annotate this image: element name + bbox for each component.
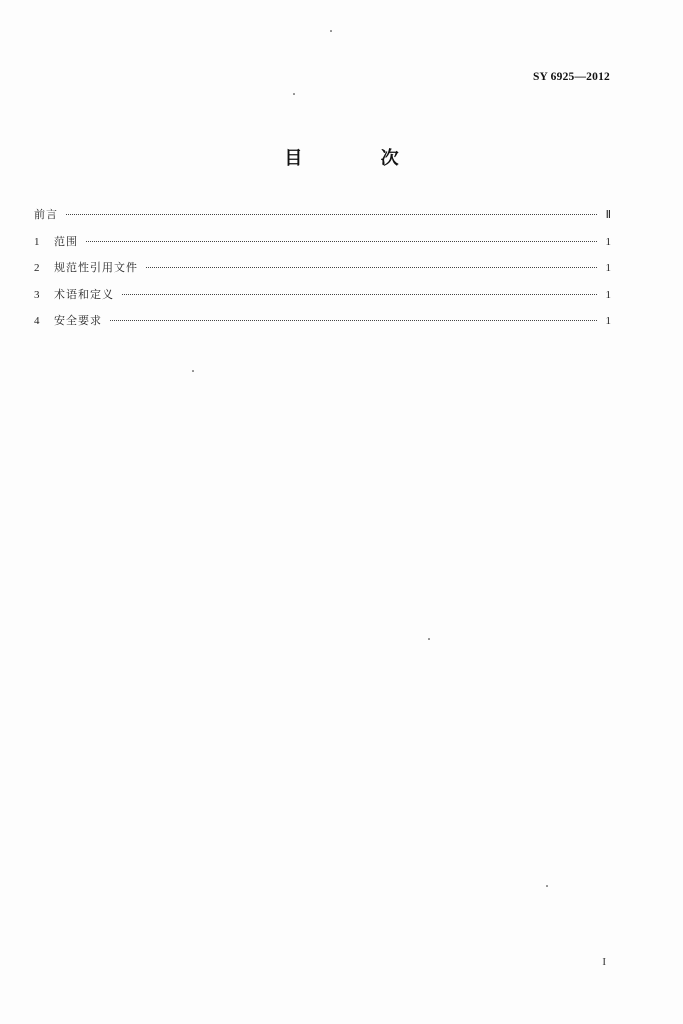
toc-leader-dots xyxy=(110,320,597,321)
toc-entry-page: 1 xyxy=(605,235,611,248)
toc-entry-page: 1 xyxy=(605,315,611,327)
standard-code: SY 6925—2012 xyxy=(532,71,610,83)
toc-entry-terms-definitions[interactable] xyxy=(34,286,611,313)
toc-leader-dots xyxy=(66,214,597,215)
toc-entry-page: 1 xyxy=(605,262,611,274)
scan-speck xyxy=(330,30,332,32)
scan-speck xyxy=(428,638,430,640)
toc-entry-label: 安全要求 xyxy=(54,314,102,327)
toc-leader-dots xyxy=(86,241,597,242)
toc-entry-scope[interactable] xyxy=(34,233,611,260)
toc-entry-number: 3 xyxy=(34,288,40,301)
toc-entry-foreword[interactable] xyxy=(34,206,611,233)
toc-entry-label: 前言 xyxy=(34,208,58,221)
toc-entry-number: 2 xyxy=(34,262,40,274)
toc-leader-dots xyxy=(122,294,597,295)
toc-entry-safety-requirements[interactable] xyxy=(34,312,611,339)
toc-entry-number: 4 xyxy=(34,315,40,327)
toc-entry-normative-references[interactable] xyxy=(34,259,611,286)
toc-entry-label: 范围 xyxy=(54,234,78,248)
toc-entry-number: 1 xyxy=(34,235,40,248)
scan-speck xyxy=(192,370,194,372)
toc-leader-dots xyxy=(146,267,597,268)
toc-title: 目 次 xyxy=(284,148,435,169)
toc-entry-page: Ⅱ xyxy=(605,209,611,221)
toc-entry-page: 1 xyxy=(605,288,611,301)
table-of-contents xyxy=(34,206,611,339)
scan-speck xyxy=(293,93,295,95)
page-number: I xyxy=(602,956,606,968)
toc-entry-label: 术语和定义 xyxy=(54,287,114,301)
scan-speck xyxy=(546,885,548,887)
toc-entry-label: 规范性引用文件 xyxy=(54,261,138,274)
